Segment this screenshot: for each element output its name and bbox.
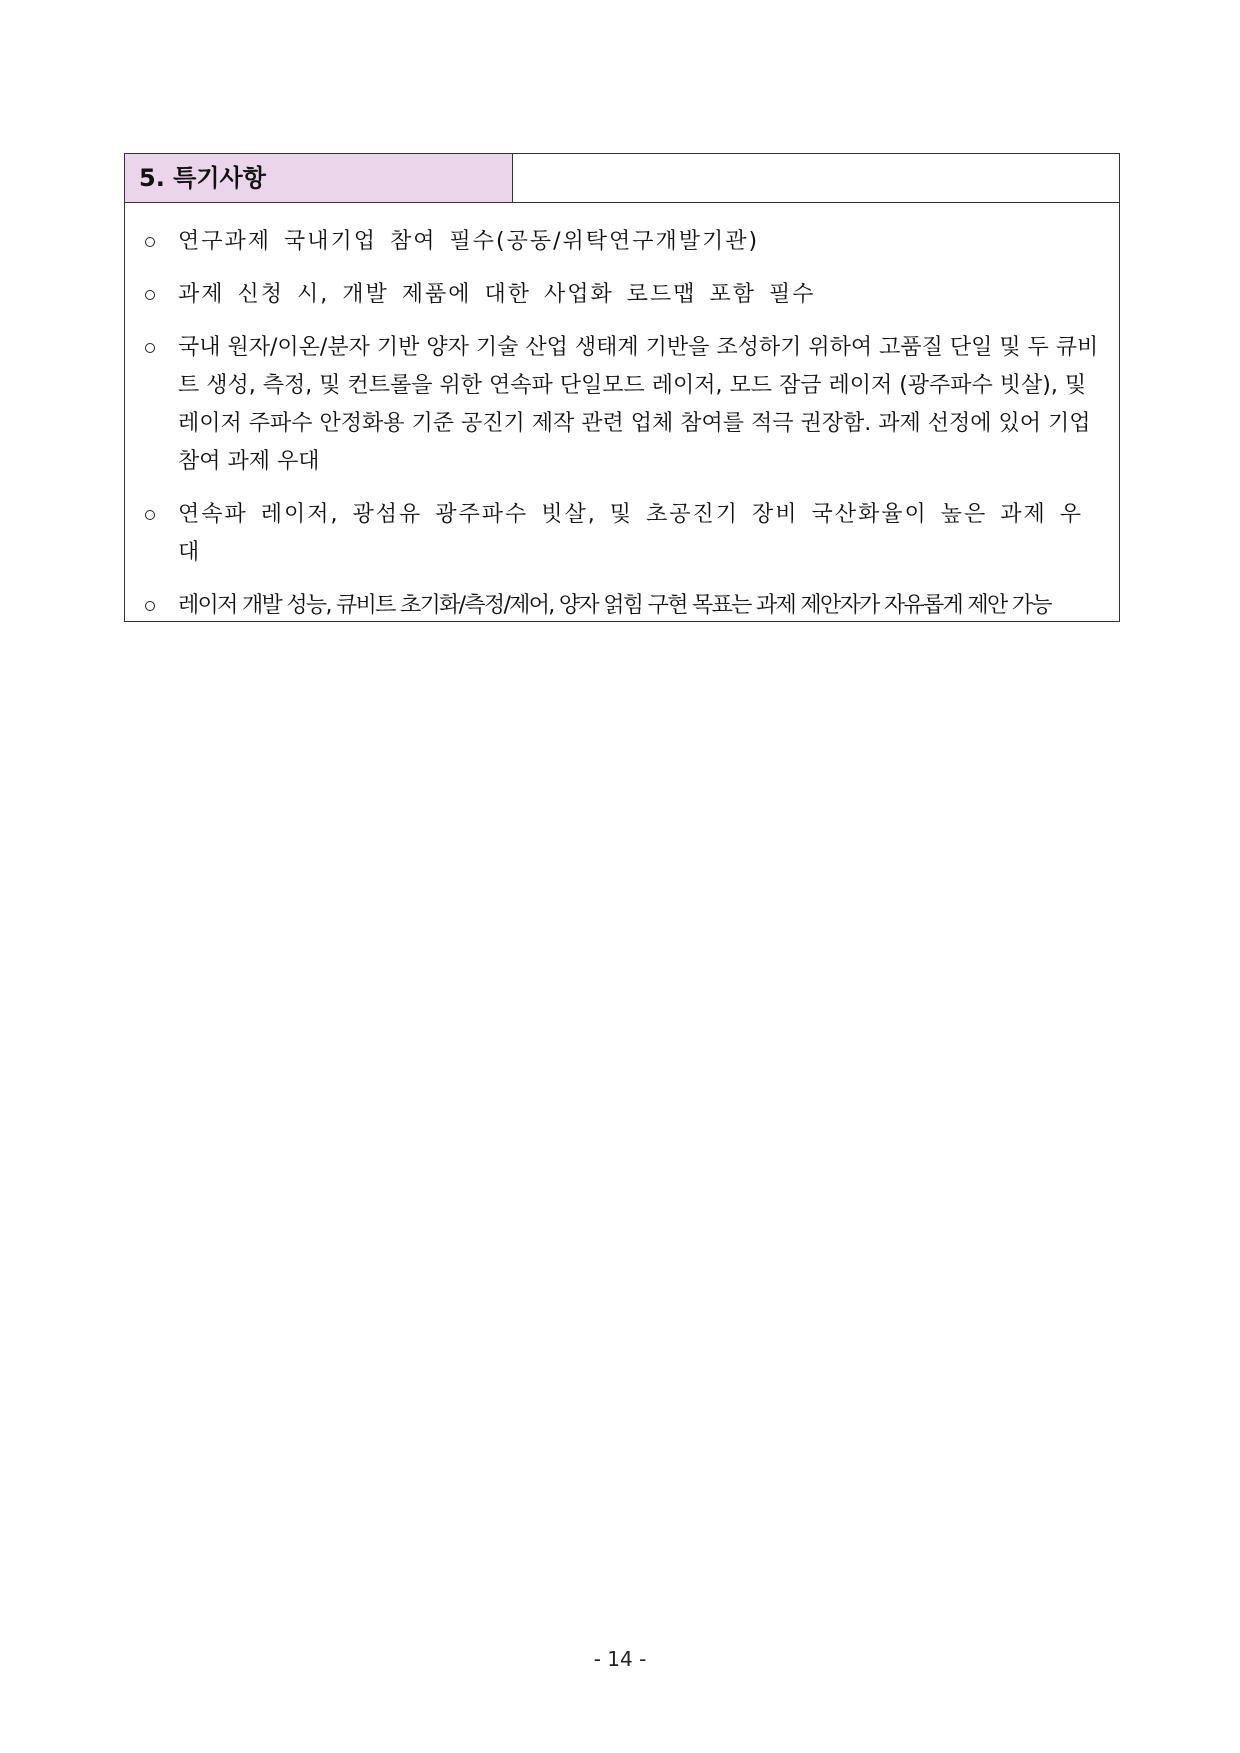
note-text: 레이저 개발 성능, 큐비트 초기화/측정/제어, 양자 얽힘 구현 목표는 과제 제안자가 자유롭게 제안 가능	[178, 593, 1051, 618]
note-item	[145, 496, 1105, 572]
note-item	[145, 329, 1105, 481]
note-item	[145, 223, 1105, 261]
section-header-empty-cell	[513, 154, 1119, 202]
note-item	[145, 276, 1105, 314]
note-text: 과제 신청 시, 개발 제품에 대한 사업화 로드맵 포함 필수	[178, 282, 816, 307]
note-item	[145, 587, 1105, 625]
circle-bullet-icon	[145, 237, 155, 247]
circle-bullet-icon	[145, 510, 155, 520]
note-text: 연속파 레이저, 광섬유 광주파수 빗살, 및 초공진기 장비 국산화율이 높은 과제 우대	[178, 502, 1083, 565]
notes-list	[125, 203, 1119, 625]
section-title: 5. 특기사항	[125, 154, 513, 202]
note-text: 국내 원자/이온/분자 기반 양자 기술 산업 생태계 기반을 조성하기 위하여 고품질 단일 및 두 큐비트 생성, 측정, 및 컨트롤을 위한 연속파 단일모드 레이저, 모드 잠금 레이저 (광주파수 빗살), 및 레이저 주파수 안정화용 기준 공진기 제작 관련 업체 참여를 적극 권장함. 과제 선정에 있어 기업 참여 과제 우대	[178, 335, 1099, 474]
circle-bullet-icon	[145, 290, 155, 300]
section-header-row	[125, 154, 1119, 203]
page-number: - 14 -	[593, 1647, 647, 1671]
note-text: 연구과제 국내기업 참여 필수(공동/위탁연구개발기관)	[178, 229, 760, 254]
circle-bullet-icon	[145, 601, 155, 611]
special-notes-section	[124, 153, 1120, 622]
circle-bullet-icon	[145, 343, 155, 353]
